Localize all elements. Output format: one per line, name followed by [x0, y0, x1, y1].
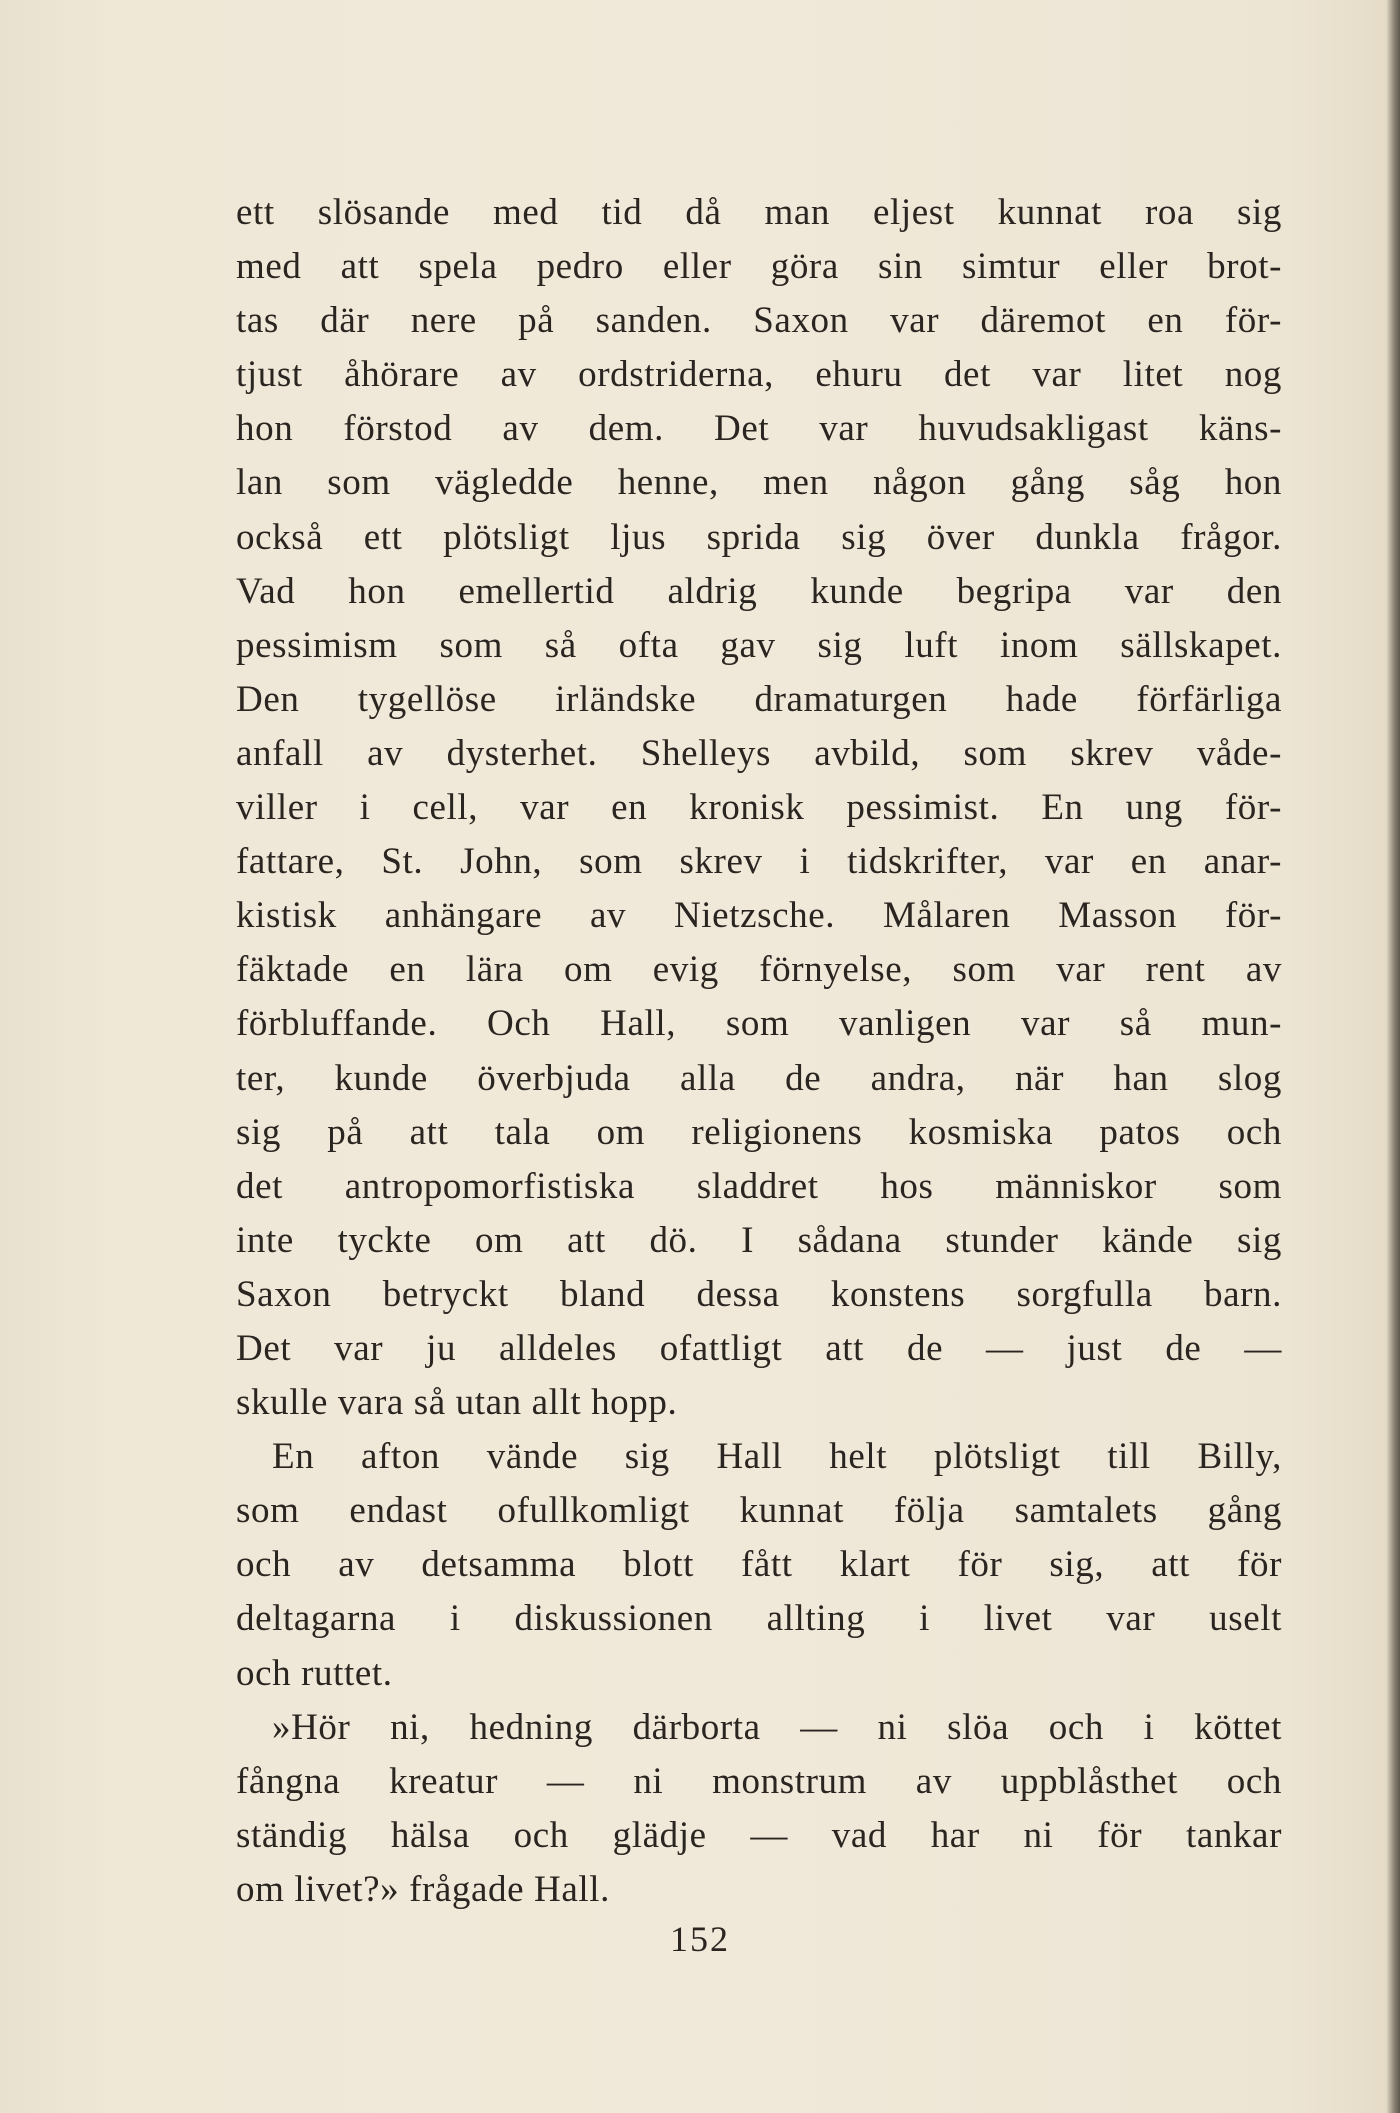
text-line: tas där nere på sanden. Saxon var däremot en för- [236, 300, 1282, 342]
body-text [236, 186, 1282, 1917]
text-line: En afton vände sig Hall helt plötsligt till Billy, [272, 1436, 1282, 1478]
text-line: Den tygellöse irländske dramaturgen hade förfärliga [236, 678, 1282, 720]
text-line: pessimism som så ofta gav sig luft inom sällskapet. [236, 624, 1282, 666]
text-line: Vad hon emellertid aldrig kunde begripa var den [236, 570, 1282, 612]
text-line: viller i cell, var en kronisk pessimist. En ung för- [236, 787, 1282, 829]
text-line: anfall av dysterhet. Shelleys avbild, som skrev våde- [236, 732, 1282, 774]
text-line: ter, kunde överbjuda alla de andra, när han slog [236, 1057, 1282, 1099]
text-line: ständig hälsa och glädje — vad har ni för tankar [236, 1814, 1282, 1856]
text-line: ett slösande med tid då man eljest kunnat roa sig [236, 192, 1282, 233]
text-line: och ruttet. [236, 1652, 393, 1694]
text-line: Det var ju alldeles ofattligt att de — just de — [236, 1327, 1282, 1369]
text-line: skulle vara så utan allt hopp. [236, 1382, 678, 1424]
page-number: 152 [670, 1919, 730, 1959]
text-line: »Hör ni, hedning därborta — ni slöa och i köttet [272, 1706, 1282, 1748]
text-line: tjust åhörare av ordstriderna, ehuru det var litet nog [236, 354, 1282, 396]
text-line: sig på att tala om religionens kosmiska patos och [236, 1111, 1282, 1153]
text-line: med att spela pedro eller göra sin simtur eller brot- [236, 246, 1282, 288]
text-line: fäktade en lära om evig förnyelse, som var rent av [236, 949, 1282, 991]
text-line: som endast ofullkomligt kunnat följa samtalets gång [236, 1490, 1282, 1532]
page-edge-shadow [1386, 0, 1400, 2113]
text-line: lan som vägledde henne, men någon gång såg hon [236, 462, 1282, 504]
text-line: kistisk anhängare av Nietzsche. Målaren Masson för- [236, 895, 1282, 937]
text-line: förbluffande. Och Hall, som vanligen var så mun- [236, 1003, 1282, 1045]
text-line: fattare, St. John, som skrev i tidskrifter, var en anar- [236, 841, 1282, 883]
text-line: hon förstod av dem. Det var huvudsakligast käns- [236, 408, 1282, 450]
text-line: fångna kreatur — ni monstrum av uppblåsthet och [236, 1760, 1282, 1802]
text-line: det antropomorfistiska sladdret hos människor som [236, 1165, 1282, 1207]
text-line: om livet?» frågade Hall. [236, 1868, 610, 1910]
text-line: inte tyckte om att dö. I sådana stunder kände sig [236, 1219, 1282, 1261]
text-line: Saxon betryckt bland dessa konstens sorgfulla barn. [236, 1273, 1282, 1315]
text-line: också ett plötsligt ljus sprida sig över dunkla frågor. [236, 516, 1282, 558]
text-line: deltagarna i diskussionen allting i livet var uselt [236, 1598, 1282, 1640]
text-line: och av detsamma blott fått klart för sig, att för [236, 1544, 1282, 1586]
